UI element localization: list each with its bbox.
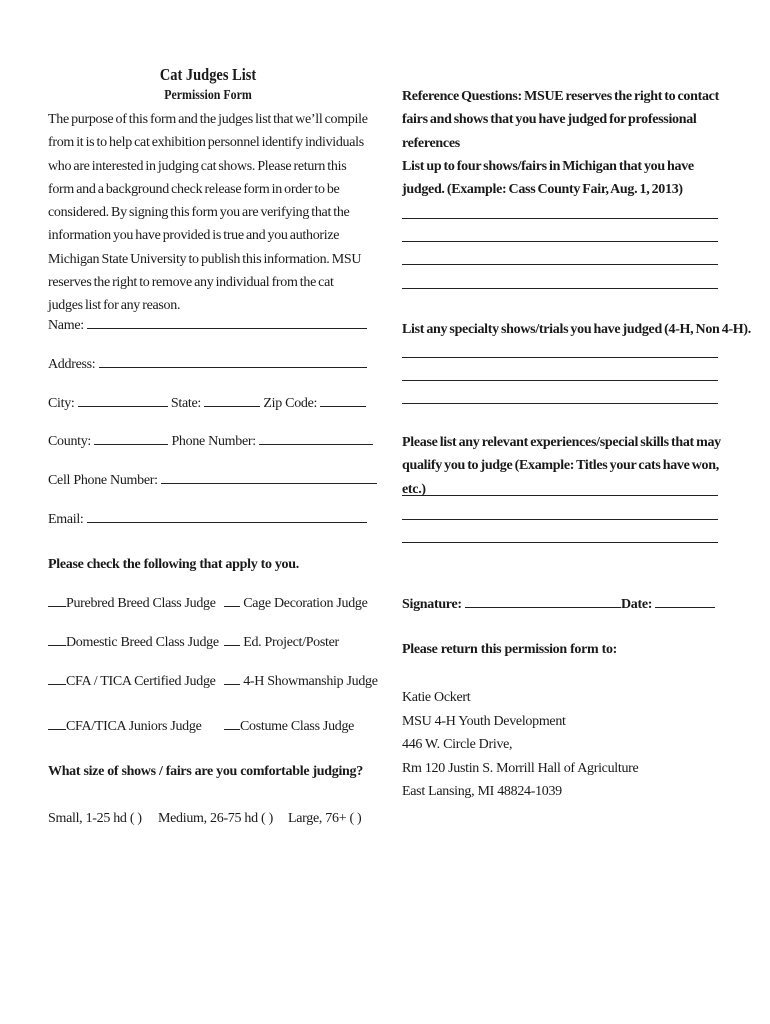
state-label: State: (170, 396, 202, 411)
address-line-4: Rm 120 Justin S. Morrill Hall of Agriculture (402, 760, 639, 776)
shows-line-2[interactable] (402, 241, 718, 242)
return-heading: Please return this permission form to: (402, 642, 618, 657)
check-showmanship[interactable] (224, 672, 378, 690)
shows-line-3[interactable] (402, 264, 718, 265)
city-label: City: (48, 396, 75, 411)
left-fields (48, 0, 378, 1024)
county-phone-row (48, 432, 373, 450)
list-shows-text: List up to four shows/fairs in Michigan that you have judged. (Example: Cass County Fair, Aug. 1, 2013) (402, 159, 694, 198)
check-edproject[interactable] (224, 633, 339, 651)
cell-field[interactable] (48, 471, 377, 489)
size-question: What size of shows / fairs are you comfortable judging? (48, 764, 363, 779)
name-label: Name: (48, 318, 84, 333)
experience-line-2[interactable] (402, 519, 718, 520)
address-line-3: 446 W. Circle Drive, (402, 737, 513, 752)
size-medium[interactable]: Medium, 26-75 hd ( ) (158, 811, 273, 826)
intro-paragraph: The purpose of this form and the judges list that we’ll compile from it is to help cat exhibition personnel identify individuals who are interested in judging cat shows. Please return this form and a background check release form in order to be considered. By signing this form you are verifying that the information you have provided is true and you authorize Michigan State University to publish this information. MSU reserves the right to remove any individual from the cat judges list for any reason. (48, 112, 368, 314)
check-heading: Please check the following that apply to you. (48, 557, 299, 572)
checkbox-line[interactable] (48, 633, 66, 646)
phone-label: Phone Number: (171, 434, 256, 449)
size-large[interactable]: Large, 76+ ( ) (288, 811, 362, 826)
checkbox-line[interactable] (224, 633, 240, 646)
zip-line[interactable] (320, 394, 366, 407)
address-line-2: MSU 4-H Youth Development (402, 713, 566, 729)
experience-text: Please list any relevant experiences/special skills that may qualify you to judge (Example: Titles your cats have won, etc.) (402, 435, 721, 497)
checkbox-line[interactable] (48, 594, 66, 607)
check-label: Ed. Project/Poster (243, 635, 339, 650)
address-field[interactable] (48, 355, 367, 373)
check-costume[interactable] (224, 717, 354, 735)
signature-line[interactable] (465, 595, 621, 608)
date-line[interactable] (655, 595, 715, 608)
check-label: CFA/TICA Juniors Judge (66, 719, 202, 734)
checkbox-line[interactable] (224, 672, 240, 685)
email-label: Email: (48, 512, 84, 527)
name-line[interactable] (87, 316, 367, 329)
check-cage[interactable] (224, 594, 368, 612)
date-label: Date: (620, 597, 653, 612)
check-domestic[interactable] (48, 633, 219, 651)
checkbox-line[interactable] (224, 594, 240, 607)
check-juniors[interactable] (48, 717, 202, 735)
check-label: Cage Decoration Judge (243, 596, 368, 611)
check-label: CFA / TICA Certified Judge (66, 674, 216, 689)
check-label: Costume Class Judge (240, 719, 355, 734)
specialty-line-2[interactable] (402, 380, 718, 381)
page-title: Cat Judges List (159, 65, 257, 84)
zip-label: Zip Code: (263, 396, 318, 411)
address-line-1: Katie Ockert (402, 690, 471, 705)
check-cfa-tica[interactable] (48, 672, 216, 690)
signature-row (402, 595, 715, 613)
reference-text: Reference Questions: MSUE reserves the right to contact fairs and shows that you have judged for professional references (402, 89, 719, 151)
checkbox-line[interactable] (48, 672, 66, 685)
name-field[interactable] (48, 316, 367, 334)
email-line[interactable] (87, 510, 367, 523)
specialty-line-1[interactable] (402, 357, 718, 358)
cell-label: Cell Phone Number: (48, 473, 158, 488)
city-state-zip-row (48, 394, 366, 412)
check-label: Purebred Breed Class Judge (66, 596, 216, 611)
check-purebred[interactable] (48, 594, 216, 612)
address-line-5: East Lansing, MI 48824-1039 (402, 784, 562, 799)
experience-line-1[interactable] (402, 495, 718, 496)
address-line[interactable] (99, 355, 367, 368)
checkbox-line[interactable] (48, 717, 66, 730)
county-line[interactable] (94, 432, 168, 445)
signature-label: Signature: (402, 597, 462, 612)
specialty-text: List any specialty shows/trials you have judged (4-H, Non 4-H). (402, 322, 751, 337)
checkbox-line[interactable] (224, 717, 240, 730)
check-label: Domestic Breed Class Judge (66, 635, 219, 650)
county-label: County: (48, 434, 92, 449)
cell-line[interactable] (161, 471, 377, 484)
experience-line-3[interactable] (402, 542, 718, 543)
return-address (402, 686, 638, 804)
shows-line-4[interactable] (402, 288, 718, 289)
email-field[interactable] (48, 510, 367, 528)
city-line[interactable] (78, 394, 168, 407)
shows-line-1[interactable] (402, 218, 718, 219)
state-line[interactable] (204, 394, 260, 407)
check-label: 4-H Showmanship Judge (243, 674, 378, 689)
specialty-line-3[interactable] (402, 403, 718, 404)
phone-line[interactable] (259, 432, 373, 445)
page-subtitle: Permission Form (164, 88, 252, 103)
size-small[interactable]: Small, 1-25 hd ( ) (48, 811, 142, 826)
right-column (402, 0, 751, 1024)
address-label: Address: (48, 357, 96, 372)
